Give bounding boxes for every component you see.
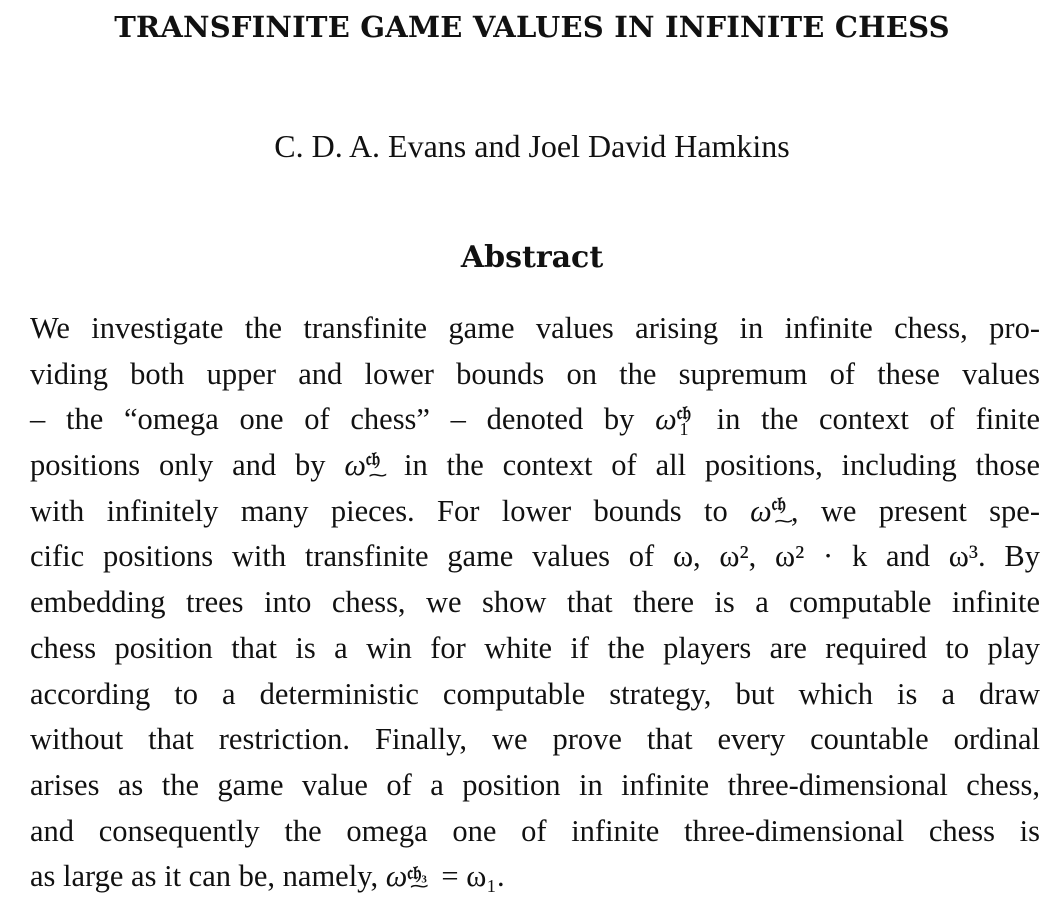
abstract-line: We investigate the transfinite game values arising in infinite chess, pro- [30, 311, 1040, 345]
abstract-line: positions only and by ω 𝔠𝔥 ⁓ in the context of all positions, including those [30, 448, 1040, 486]
abstract-line: and consequently the omega one of infinite three-dimensional chess is [30, 813, 1040, 848]
abstract-heading: Abstract [460, 240, 604, 275]
abstract-line: – the “omega one of chess” – denoted by ω 𝔠𝔥 1 in the context of finite [30, 402, 1040, 440]
abstract-line: viding both upper and lower bounds on the supremum of these values [30, 356, 1040, 391]
abstract-line: embedding trees into chess, we show that there is a computable infinite [30, 585, 1040, 620]
abstract-line: arises as the game value of a position in infinite three-dimensional chess, [30, 767, 1040, 802]
abstract-line: without that restriction. Finally, we prove that every countable ordinal [30, 722, 1040, 757]
abstract-line: chess position that is a win for white if the players are required to play [30, 630, 1040, 665]
abstract-line: as large as it can be, namely, ω 𝔠𝔥₃ ⁓ = ω₁. [30, 859, 505, 897]
abstract-body [30, 306, 1040, 900]
abstract-line: cific positions with transfinite game values of ω, ω², ω² · k and ω³. By [30, 539, 1040, 574]
abstract-line: with infinitely many pieces. For lower bounds to ω 𝔠𝔥 ⁓ , we present spe- [30, 493, 1040, 531]
abstract-line: according to a deterministic computable strategy, but which is a draw [30, 676, 1040, 711]
paper-title: TRANSFINITE GAME VALUES IN INFINITE CHESS [114, 10, 950, 44]
paper-authors: C. D. A. Evans and Joel David Hamkins [274, 128, 790, 164]
